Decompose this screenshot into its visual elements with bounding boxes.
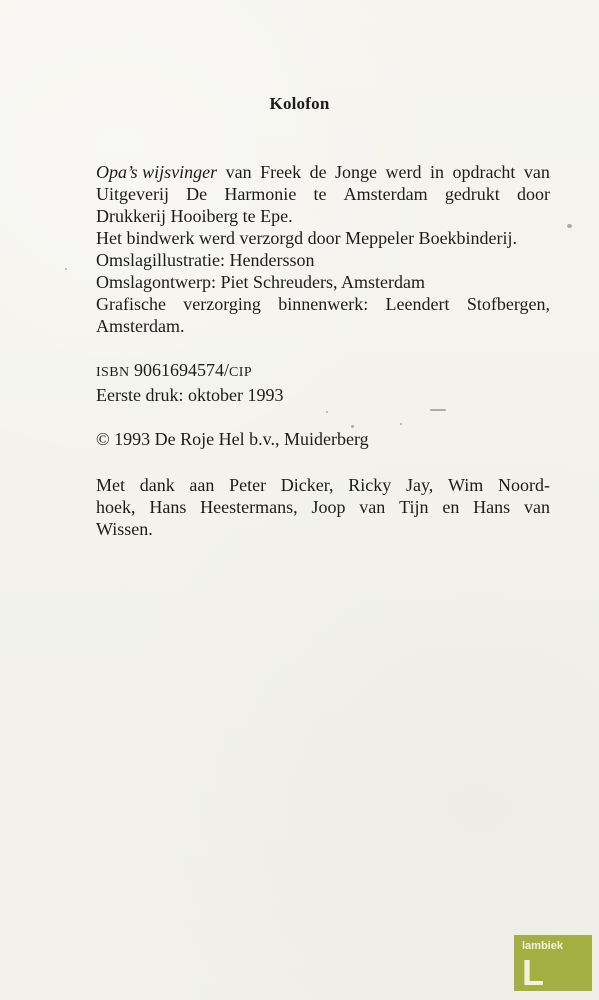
word: en: [442, 497, 460, 517]
word: verzorging: [183, 294, 261, 314]
word: Jonge: [335, 162, 378, 182]
word: Hans: [149, 497, 187, 517]
word: Harmonie: [224, 184, 297, 204]
watermark-letter: L: [522, 952, 544, 993]
paper-speck: [351, 425, 354, 428]
word: Stofbergen,: [466, 294, 550, 314]
paragraph-gap: [96, 450, 550, 474]
word: de: [309, 162, 327, 182]
word: aan: [189, 475, 215, 495]
word: Ricky: [348, 475, 392, 495]
word: Peter: [229, 475, 267, 495]
paper-speck: [65, 268, 67, 270]
word: Joop: [311, 497, 346, 517]
word: Wim: [447, 475, 484, 495]
word: Amsterdam: [343, 184, 428, 204]
paragraph1-line5: Omslagillustratie: Hendersson: [96, 250, 315, 270]
paragraph1-line2: [96, 183, 550, 205]
watermark-badge: [514, 935, 592, 991]
word: Met: [96, 475, 125, 495]
paragraph-gap: [96, 406, 550, 428]
isbn-label: ISBN: [96, 365, 130, 380]
word: binnenwerk:: [278, 294, 369, 314]
acknowledgement-line2: [96, 496, 550, 518]
word: Noord-: [497, 475, 550, 495]
paper-speck: [326, 411, 328, 413]
word: hoek,: [96, 497, 136, 517]
word: Hans: [473, 497, 511, 517]
word: van: [523, 497, 550, 517]
book-title: Opa’s wijsvinger: [96, 162, 218, 182]
isbn-line: [96, 359, 550, 384]
watermark-text: lambiek: [522, 940, 563, 952]
edition-line: Eerste druk: oktober 1993: [96, 385, 284, 405]
copyright-line: © 1993 De Roje Hel b.v., Muiderberg: [96, 429, 369, 449]
paragraph1-line6: Omslagontwerp: Piet Schreuders, Amsterdam: [96, 272, 425, 292]
colophon-content: [96, 161, 550, 540]
paragraph-gap: [96, 337, 550, 359]
paragraph1-line7: [96, 293, 550, 315]
word: in: [429, 162, 444, 182]
word: Leendert: [385, 294, 450, 314]
word: door: [516, 184, 550, 204]
word: dank: [139, 475, 175, 495]
word: Uitgeverij: [96, 184, 169, 204]
word: Tijn: [399, 497, 429, 517]
paragraph1-line3: Drukkerij Hooiberg te Epe.: [96, 206, 293, 226]
word: Freek: [260, 162, 302, 182]
word: Heestermans,: [200, 497, 298, 517]
paragraph1-line4: Het bindwerk werd verzorgd door Meppeler Boekbinderij.: [96, 228, 518, 248]
word: opdracht: [452, 162, 516, 182]
word: werd: [385, 162, 422, 182]
word: van: [225, 162, 252, 182]
word: De: [186, 184, 208, 204]
acknowledgement-line3: Wissen.: [96, 519, 153, 539]
word: Dicker,: [280, 475, 334, 495]
word: te: [313, 184, 327, 204]
paragraph1-line1: [96, 161, 550, 183]
cip-label: CIP: [229, 365, 253, 380]
word: Grafische: [96, 294, 166, 314]
word: Jay,: [405, 475, 434, 495]
isbn-value: 9061694574/: [134, 360, 230, 380]
paper-speck: [430, 409, 446, 411]
word: van: [523, 162, 550, 182]
paragraph1-line8: Amsterdam.: [96, 316, 185, 336]
word: van: [359, 497, 386, 517]
paper-speck: [567, 224, 572, 228]
word: gedrukt: [444, 184, 500, 204]
document-title: Kolofon: [269, 94, 330, 113]
acknowledgement-line1: [96, 474, 550, 496]
paper-speck: [400, 423, 402, 425]
